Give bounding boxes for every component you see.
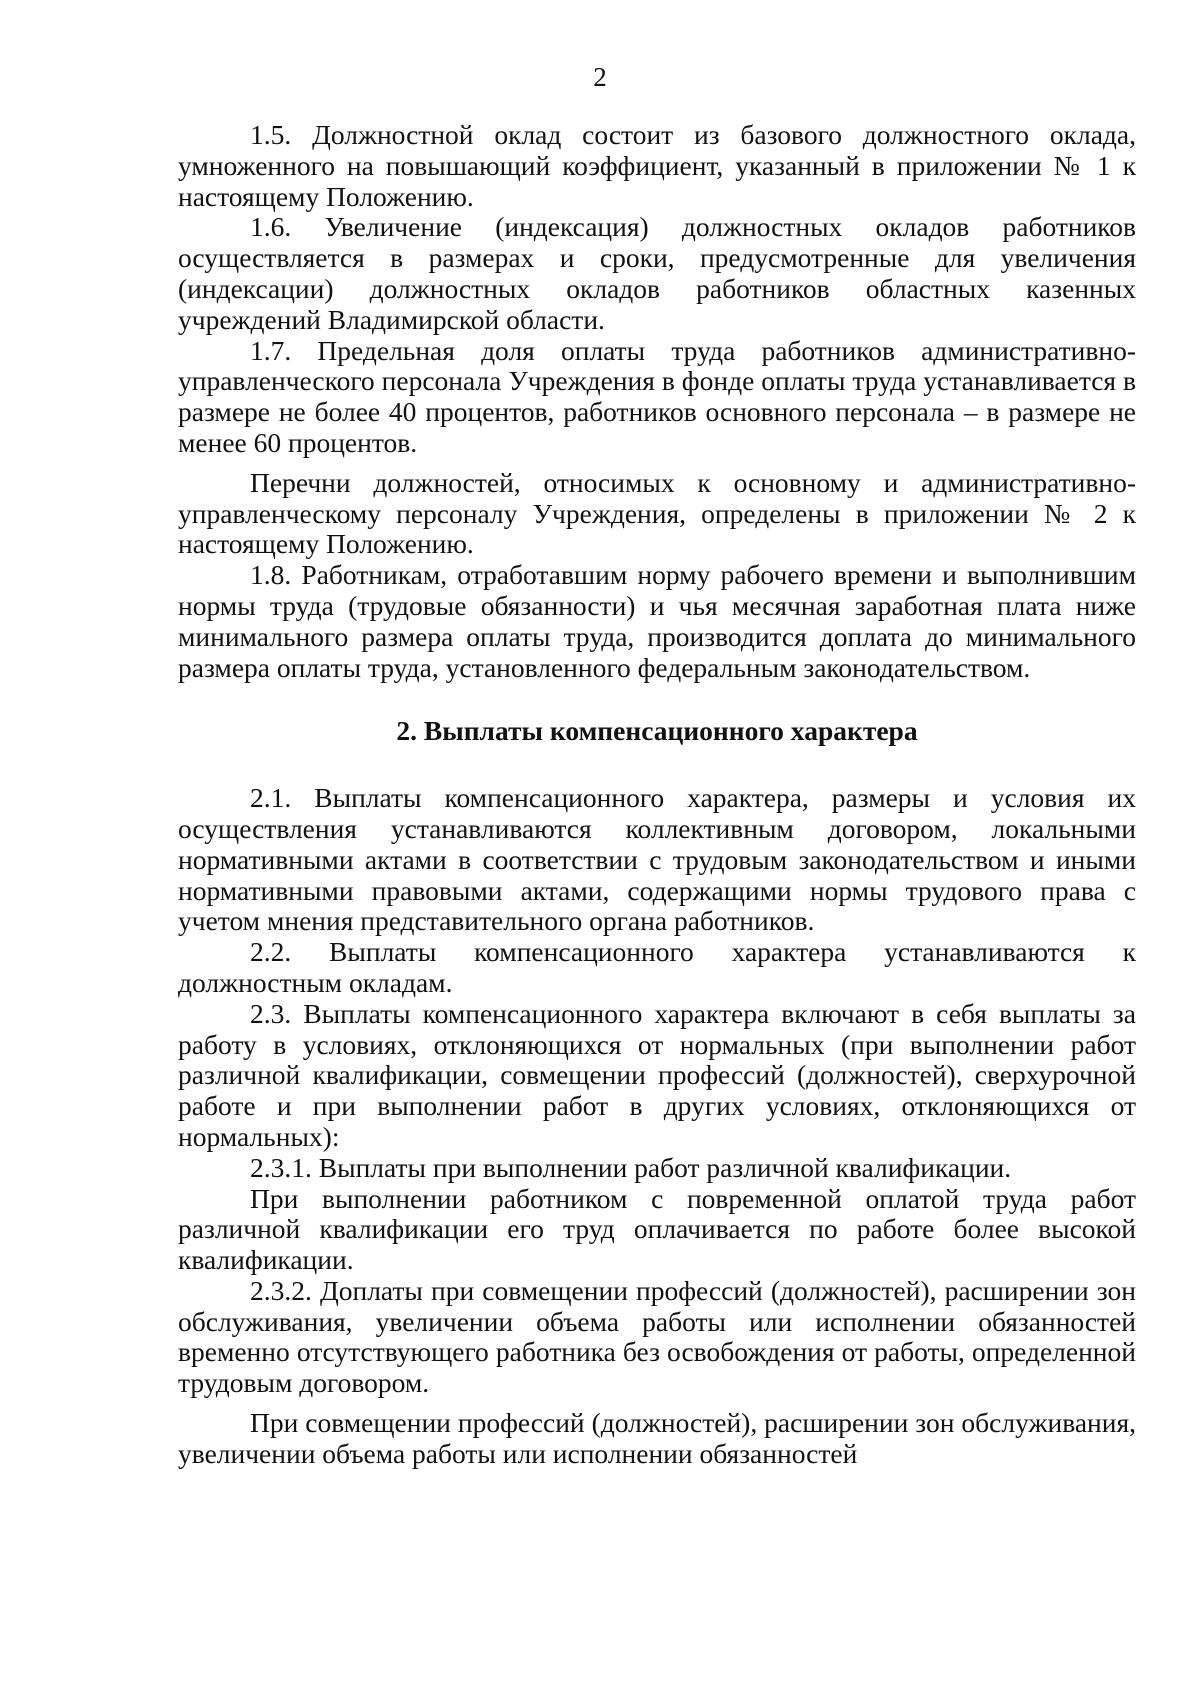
paragraph-2-3-2: 2.3.2. Доплаты при совмещении профессий (должностей), расширении зон обслуживания, увеличении объема работы или исполнении обязанностей временно отсутствующего работника без освобождения от работы, определенной трудовым договором. (178, 1274, 1136, 1399)
paragraph-2-1: 2.1. Выплаты компенсационного характера, размеры и условия их осуществления устанавливаются коллективным договором, локальными нормативными актами в соответствии с трудовым законодательством и иными нормативными правовыми актами, содержащими нормы трудового права с учетом мнения представительного органа работников. (178, 782, 1136, 937)
paragraph-different-qualification: При выполнении работником с повременной оплатой труда работ различной квалификации его труд оплачивается по работе более высокой квалификации. (178, 1182, 1136, 1276)
paragraph-1-5: 1.5. Должностной оклад состоит из базового должностного оклада, умноженного на повышающий коэффициент, указанный в приложении № 1 к настоящему Положению. (178, 119, 1136, 212)
paragraph-combining-professions: При совмещении профессий (должностей), расширении зон обслуживания, увеличении объема работы или исполнении обязанностей (178, 1407, 1136, 1469)
paragraph-1-6: 1.6. Увеличение (индексация) должностных окладов работников осуществляется в размерах и сроки, предусмотренные для увеличения (индексации) должностных окладов работников областных казенных учреждений Владимирской области. (178, 211, 1136, 335)
page-number: 2 (593, 62, 607, 92)
paragraph-2-3-1: 2.3.1. Выплаты при выполнении работ различной квалификации. (250, 1151, 1012, 1183)
paragraph-1-8: 1.8. Работникам, отработавшим норму рабочего времени и выполнившим нормы труда (трудовые обязанности) и чья месячная заработная плата ниже минимального размера оплаты труда, производится доплата до минимального размера оплаты труда, установленного федеральным законодательством. (178, 559, 1136, 683)
section-2-heading: 2. Выплаты компенсационного характера (396, 715, 918, 747)
paragraph-2-3: 2.3. Выплаты компенсационного характера включают в себя выплаты за работу в условиях, отклоняющихся от нормальных (при выполнении работ различной квалификации, совмещении профессий (должностей), сверхурочной работе и при выполнении работ в других условиях, отклоняющихся от нормальных): (178, 997, 1136, 1152)
paragraph-1-7: 1.7. Предельная доля оплаты труда работников административно-управленческого персонала Учреждения в фонде оплаты труда устанавливается в размере не более 40 процентов, работников основного персонала – в размере не менее 60 процентов. (178, 334, 1136, 458)
paragraph-2-2: 2.2. Выплаты компенсационного характера устанавливаются к должностным окладам. (178, 936, 1136, 998)
document-body (178, 120, 1136, 1470)
paragraph-personnel-lists: Перечни должностей, относимых к основному и административно-управленческому персоналу Учреждения, определены в приложении № 2 к настоящему Положению. (178, 466, 1136, 560)
